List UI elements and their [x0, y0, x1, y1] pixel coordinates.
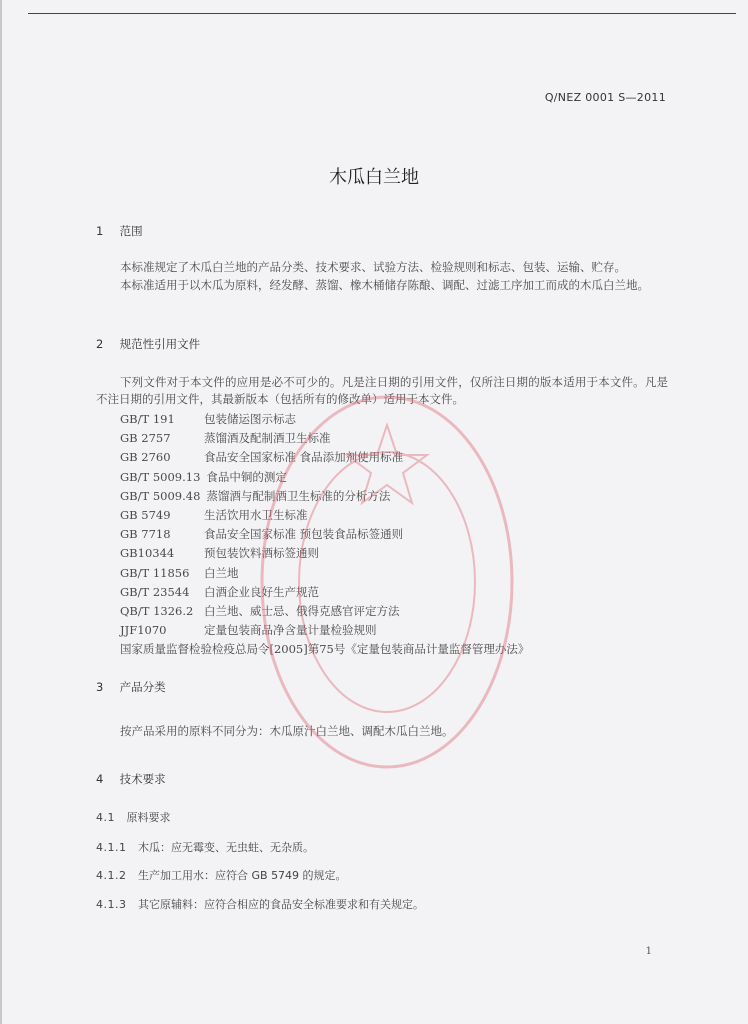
- section-title: 技术要求: [119, 772, 166, 786]
- reference-name: 蒸馏酒及配制酒卫生标准: [204, 431, 331, 446]
- reference-name: 定量包装商品净含量计量检验规则: [204, 623, 377, 638]
- reference-name: 食品中铜的测定: [206, 469, 287, 484]
- clause-text: 其它原辅料：应符合相应的食品安全标准要求和有关规定。: [138, 898, 424, 911]
- reference-code: GB 5749: [120, 507, 171, 522]
- reference-code: GB 7718: [120, 527, 171, 542]
- reference-item: [120, 603, 680, 622]
- reference-item: [120, 469, 680, 488]
- reference-code: JJF1070: [120, 623, 167, 638]
- reference-name: 白酒企业良好生产规范: [204, 584, 319, 599]
- clause-number: 4.1.3: [96, 898, 127, 911]
- reference-code: GB/T 11856: [120, 565, 190, 580]
- section-2-heading: [96, 336, 200, 352]
- reference-item: [120, 545, 680, 564]
- reference-code: QB/T 1326.2: [120, 603, 194, 618]
- reference-item: [120, 622, 680, 641]
- scan-edge: [0, 0, 2, 1024]
- reference-code: GB/T 5009.13: [120, 469, 201, 484]
- clause-4-1-1: [96, 839, 314, 855]
- section-4-heading: [96, 771, 166, 787]
- section-1-heading: [96, 223, 143, 239]
- paragraph: 按产品采用的原料不同分为：木瓜原汁白兰地、调配木瓜白兰地。: [120, 724, 454, 738]
- header-rule: [28, 13, 736, 14]
- reference-name: 预包装饮料酒标签通则: [204, 546, 319, 561]
- reference-item: [120, 584, 680, 603]
- reference-item: [120, 449, 680, 468]
- subsection-4-1-heading: [96, 809, 171, 825]
- reference-code: GB/T 5009.48: [120, 488, 201, 503]
- paragraph: 本标准规定了木瓜白兰地的产品分类、技术要求、试验方法、检验规则和标志、包装、运输、贮存。: [120, 260, 626, 274]
- reference-name: 蒸馏酒与配制酒卫生标准的分析方法: [206, 488, 391, 503]
- reference-name: 白兰地、威士忌、俄得克感官评定方法: [204, 603, 400, 618]
- reference-item: [120, 565, 680, 584]
- section-title: 范围: [119, 224, 143, 238]
- clause-number: 4.1.1: [96, 841, 127, 854]
- reference-name: 包装储运图示标志: [204, 412, 296, 426]
- clause-4-1-2: [96, 867, 347, 883]
- reference-item: [120, 507, 680, 526]
- reference-name: 食品安全国家标准 食品添加剂使用标准: [204, 450, 404, 465]
- reference-code: GB 2760: [120, 450, 171, 465]
- section-title: 产品分类: [119, 680, 166, 694]
- section-title: 规范性引用文件: [119, 337, 201, 351]
- paragraph: 本标准适用于以木瓜为原料，经发酵、蒸馏、橡木桶储存陈酿、调配、过滤工序加工而成的木瓜白兰地。: [120, 278, 649, 292]
- reference-name: 国家质量监督检验检疫总局令[2005]第75号《定量包装商品计量监督管理办法》: [120, 642, 530, 657]
- subsection-title: 原料要求: [126, 811, 171, 824]
- reference-item: [120, 641, 680, 660]
- reference-list: [120, 411, 680, 660]
- reference-name: 生活饮用水卫生标准: [204, 507, 308, 522]
- standard-number: Q/NEZ 0001 S—2011: [544, 91, 666, 104]
- reference-item: [120, 526, 680, 545]
- section-number: 2: [96, 337, 104, 351]
- reference-code: GB/T 23544: [120, 584, 190, 599]
- section-number: 4: [96, 772, 104, 786]
- paragraph: 下列文件对于本文件的应用是必不可少的。凡是注日期的引用文件，仅所注日期的版本适用于本文件。凡是不注日期的引用文件，其最新版本（包括所有的修改单）适用于本文件。: [96, 375, 668, 406]
- clause-4-1-3: [96, 896, 424, 912]
- reference-item: [120, 488, 680, 507]
- reference-code: GB/T 191: [120, 412, 175, 426]
- reference-item: [120, 430, 680, 449]
- reference-name: 食品安全国家标准 预包装食品标签通则: [204, 527, 404, 542]
- clause-text: 生产加工用水：应符合 GB 5749 的规定。: [138, 869, 347, 882]
- section-number: 3: [96, 680, 104, 694]
- clause-text: 木瓜：应无霉变、无虫蛀、无杂质。: [138, 841, 314, 854]
- subsection-number: 4.1: [96, 811, 115, 824]
- section-3-heading: [96, 679, 166, 695]
- reference-code: GB 2757: [120, 431, 171, 446]
- reference-item: [120, 411, 680, 430]
- reference-name: 白兰地: [204, 565, 239, 580]
- clause-number: 4.1.2: [96, 869, 127, 882]
- section-number: 1: [96, 224, 104, 238]
- page-number: 1: [645, 946, 652, 957]
- reference-code: GB10344: [120, 546, 175, 561]
- document-title: 木瓜白兰地: [329, 167, 419, 188]
